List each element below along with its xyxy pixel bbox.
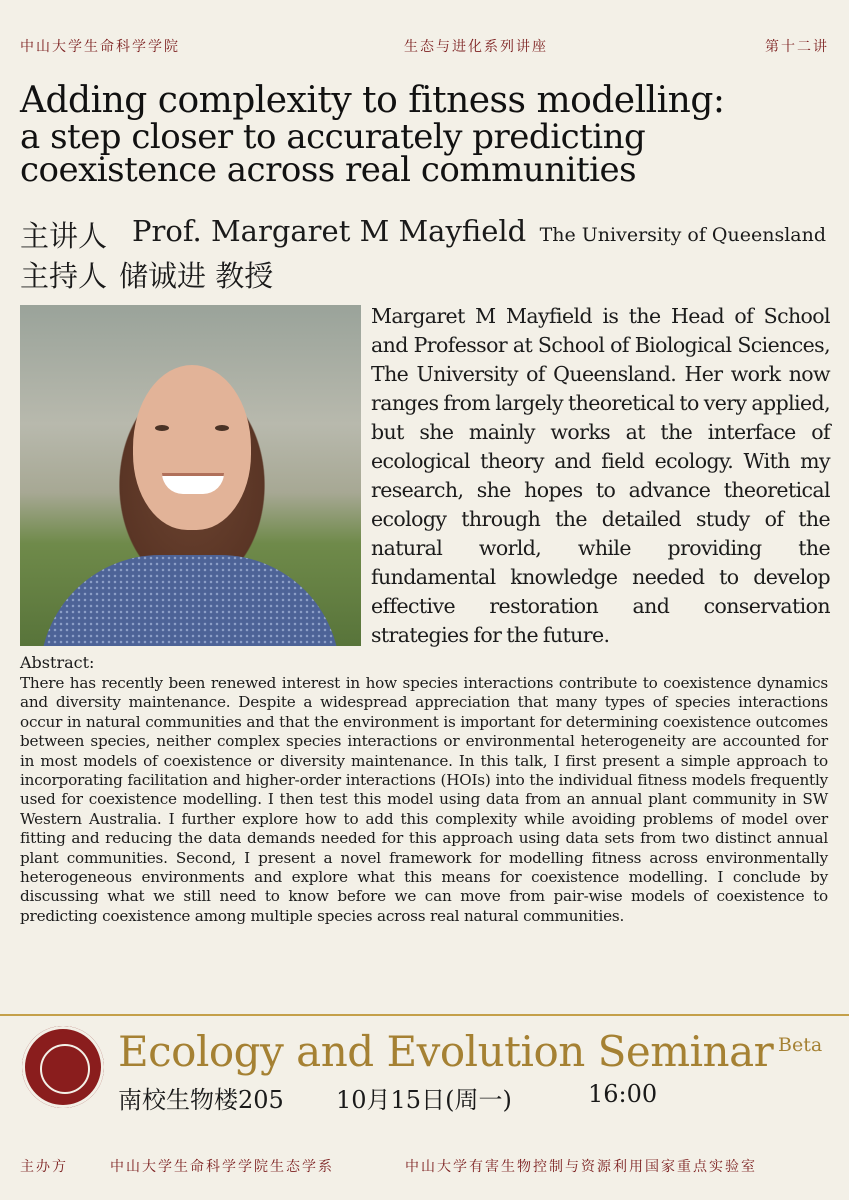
abstract-label: Abstract:	[20, 653, 95, 672]
talk-title	[20, 80, 830, 190]
photo-face	[133, 365, 251, 530]
header-bar	[20, 36, 829, 56]
university-seal-icon	[22, 1026, 104, 1108]
gold-divider	[0, 1014, 849, 1016]
host-row	[20, 254, 274, 293]
photo-shirt	[40, 555, 340, 646]
seminar-title: Ecology and Evolution Seminar	[118, 1027, 774, 1076]
host-label: 主持人	[20, 259, 108, 293]
photo-eye-right	[215, 425, 229, 431]
time: 16:00	[588, 1080, 658, 1108]
organizer-1: 中山大学生命科学学院生态学系	[110, 1159, 334, 1175]
seal-inner-ring	[40, 1044, 90, 1094]
lecture-number: 第十二讲	[765, 39, 829, 55]
speaker-label: 主讲人	[20, 219, 108, 253]
school-name: 中山大学生命科学学院	[20, 39, 180, 55]
organizer-footer	[20, 1156, 829, 1176]
speaker-bio: Margaret M Mayfield is the Head of School and Professor at School of Biological Sciences, The University of Queensland. Her work now ranges from largely theoretical to very applied, but she mainly works at the interface of ecological theory and field ecology. With my research, she hopes to advance theoretical ecology through the detailed study of the natural world, while providing the fundamental knowledge needed to develop effective restoration and conservation strategies for the future.	[371, 304, 830, 647]
beta-badge: Beta	[778, 1034, 823, 1056]
photo-eye-left	[155, 425, 169, 431]
talk-title-line2: a step closer to accurately predicting coexistence across real communities	[20, 117, 646, 190]
organizer-label: 主办方	[20, 1159, 68, 1175]
speaker-photo	[20, 305, 361, 646]
series-name: 生态与进化系列讲座	[404, 39, 548, 55]
speaker-affiliation: The University of Queensland	[539, 224, 826, 246]
speaker-row	[20, 214, 830, 254]
talk-title-line1: Adding complexity to fitness modelling:	[20, 80, 725, 121]
organizer-2: 中山大学有害生物控制与资源利用国家重点实验室	[405, 1159, 757, 1175]
host-name: 储诚进 教授	[119, 259, 274, 293]
venue: 南校生物楼205	[118, 1086, 284, 1114]
date: 10月15日(周一)	[336, 1086, 512, 1114]
abstract-text: There has recently been renewed interest in how species interactions contribute to coexistence dynamics and diversity maintenance. Despite a widespread appreciation that many types of species interactions occur in natural communities and that the environment is important for determining coexistence outcomes between species, neither complex species interactions or environmental heterogeneity are accounted for in most models of coexistence or diversity maintenance. In this talk, I first present a simple approach to incorporating facilitation and higher-order interactions (HOIs) into the individual fitness models frequently used for coexistence modelling. I then test this model using data from an annual plant community in SW Western Australia. I further explore how to add this complexity while avoiding problems of model over fitting and reducing the data demands needed for this approach using data sets from two distinct annual plant communities. Second, I present a novel framework for modelling fitness across environmentally heterogeneous environments and explore what this means for coexistence modelling. I conclude by discussing what we still need to know before we can move from pair-wise models of coexistence to predicting coexistence among multiple species across real natural communities.	[20, 674, 828, 925]
speaker-name: Prof. Margaret M Mayfield	[132, 214, 527, 248]
